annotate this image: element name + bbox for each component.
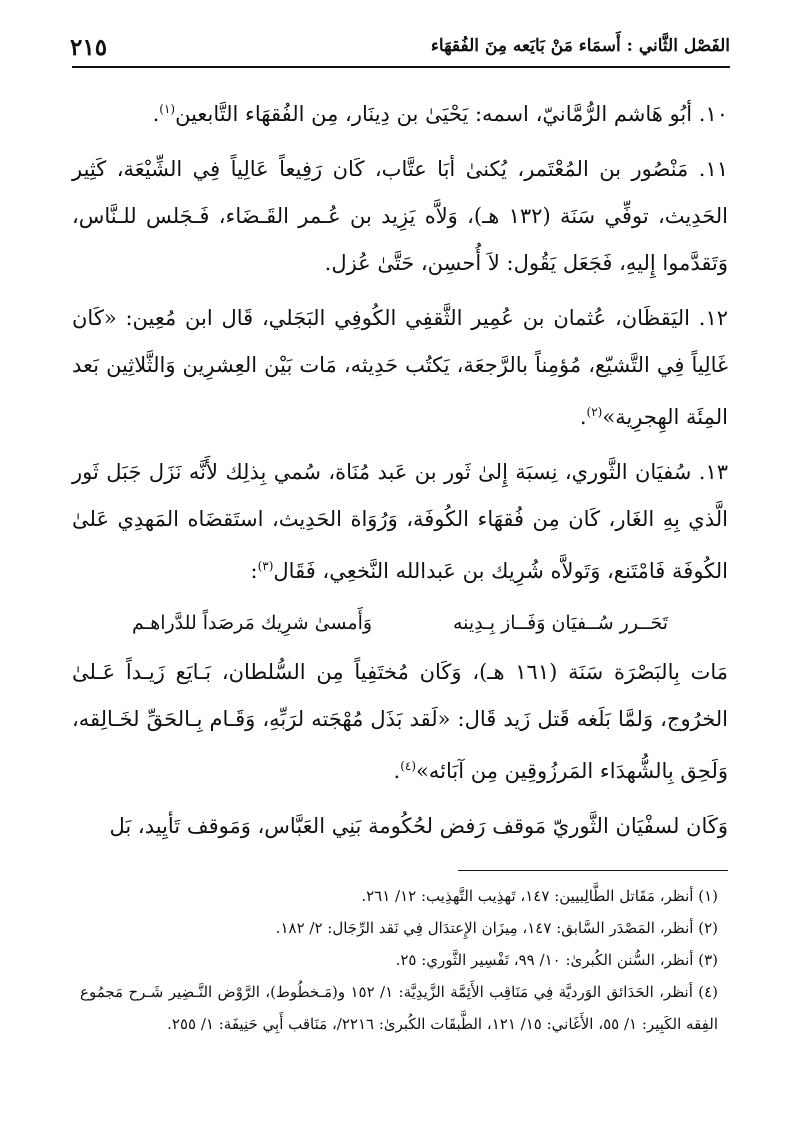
verse-first-hemistich: تَحَــرر سُــفيَان وَفَــاز بِـدِينه <box>453 612 668 634</box>
paragraph-text: ١٣. سُفيَان الثَّوري، نِسبَة إِلىٰ ثَور بن عَبد مُنَاة، سُمي بِذلِك لأَنَّه نَزَل جَبَل ثَور الَّذي بِهِ الغَار، كَان مِن فُقهَاء الكُوفَة، وَرُوَاة الحَدِيث، استَقضَاه المَهدِي عَلىٰ الكُوفَة فَامْتَنع، وَتَولاَّه شُرِيك بن عَبدالله النَّخعِي، فَقَال <box>72 460 728 583</box>
punctuation: . <box>579 405 587 429</box>
footnote-4: (٤) أنظر، الحَدَائق الوَرديَّة فِي مَنَاقِب الأَئِمَّة الزَّيدِيَّة: ١/ ١٥٢ و(مَـخطُوط)، الرَّوْض النَّـضِير شَـرح مَجمُوع الفِقه الكَبِير: ١/ ٥٥، الأَغَاني: ١٥/ ١٢١، الطَّبقَات الكُبرىٰ: ٢٢١٦/، مَنَاقب أَبِي حَنِيفَة: ١/ ٢٥٥. <box>80 983 718 1033</box>
punctuation: : <box>250 559 258 583</box>
paragraph-13 <box>72 449 728 595</box>
paragraph-text: ١٢. اليَقظَان، عُثمان بن عُمِير الثَّقفِي الكُوفِي البَجَلي، قَال ابن مُعِين: «كَان غَالِياً فِي التَّشيّع، مُؤمِناً بالرَّجعَة، يَكتُب حَدِيثه، مَات بَيْن العِشرِين وَالثَّلاثِين بَعد المِئَة الهِجرِية» <box>72 306 728 429</box>
chapter-title: الفَصْل الثَّاني : أَسمَاء مَنْ بَايَعه مِنَ الفُقهَاء <box>430 36 730 56</box>
footnote-1: (١) أنظر، مَقَاتل الطَّالِبيين: ١٤٧، تَهذِيب التَّهذِيب: ١٢/ ٢٦١. <box>361 887 718 905</box>
punctuation: . <box>152 102 160 126</box>
page-number: ٢١٥ <box>70 34 108 61</box>
paragraph-14 <box>72 649 728 795</box>
paragraph-11: ١١. مَنْصُور بن المُعْتَمر، يُكنىٰ أبَا عتَّاب، كَان رَفِيعاً عَالِياً فِي الشِّيْعَة، كَثِير الحَدِيث، توفِّي سَنَة (١٣٢ هـ)، وَلاَّه يَزِيد بن عُـمر القَـضَاء، فَـجَلس للـنَّاس، وَتَقدَّموا إِليهِ، فَجَعَل يَقُول: لاَ أُحسِن، حَتَّىٰ عُزل. <box>72 157 729 275</box>
footnote-ref[interactable]: (١) <box>159 102 176 116</box>
poetry-verse <box>132 603 668 643</box>
punctuation: . <box>393 759 401 783</box>
footnote-ref[interactable]: (٢) <box>586 405 603 419</box>
footnote-ref[interactable]: (٣) <box>257 559 274 573</box>
footnotes <box>80 880 718 1040</box>
footnote-2: (٢) أنظر، المَصْدَر السَّابق: ١٤٧، مِيزَان الإِعتدَال فِي نَقد الرِّجَال: ٢/ ١٨٢. <box>275 919 718 937</box>
footnote-divider <box>458 870 728 871</box>
main-text <box>72 86 728 858</box>
paragraph-15: وَكَان لسفْيَان الثَّوريّ مَوقف رَفض لحُكُومة بَنِي العَبَّاس، وَمَوقف تَأيِيد، بَل <box>109 814 728 838</box>
paragraph-text: مَات بِالبَصْرَة سَنَة (١٦١ هـ)، وَكَان مُختَفِياً مِن السُّلطان، بَـايَع زَيـداً عَـلىٰ الخرُوج، وَلمَّا بَلَغه قَتل زَيد قَال: «لَقد بَذَل مُهْجَته لرَبِّهِ، وَقَـام بِـالحَقِّ لخَـالِقه، وَلَحِق بِالشُّهدَاء المَرزُوقِين مِن آبَائه» <box>72 660 728 783</box>
page-header <box>70 34 730 68</box>
footnote-ref[interactable]: (٤) <box>400 759 417 773</box>
verse-second-hemistich: وَأَمسىٰ شرِيك مَرصَداً للدَّراهـم <box>132 612 373 634</box>
paragraph-text: ١٠. أبُو هَاشم الرُّمَّانيّ، اسمه: يَحْيَىٰ بن دِينَار، مِن الفُقهَاء التَّابعين <box>175 102 728 126</box>
footnote-3: (٣) أنظر، السُّنن الكُبرىٰ: ١٠/ ٩٩، تَفْسِير الثَّوري: ٢٥. <box>395 951 718 969</box>
paragraph-12 <box>72 295 728 441</box>
header-divider <box>72 66 730 68</box>
paragraph-10 <box>72 86 728 138</box>
